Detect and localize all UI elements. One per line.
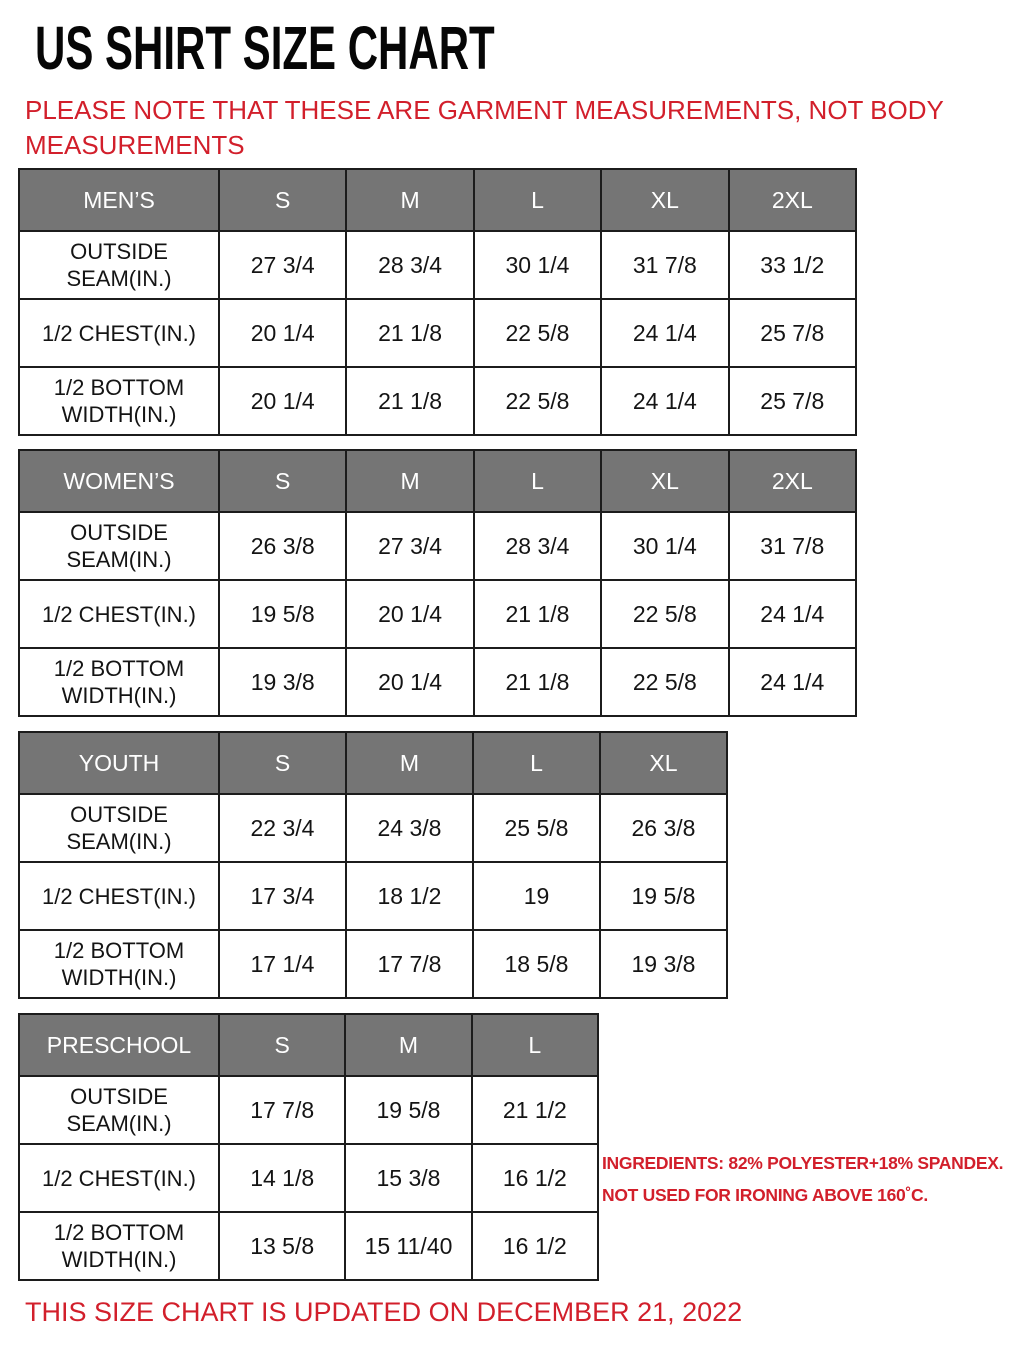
size-value-cell: 27 3/4	[346, 512, 473, 580]
size-value-cell: 24 3/8	[346, 794, 473, 862]
size-value-cell: 20 1/4	[219, 367, 346, 435]
row-label: OUTSIDE SEAM(IN.)	[19, 1076, 219, 1144]
size-value-cell: 20 1/4	[346, 580, 473, 648]
size-value-cell: 22 5/8	[601, 648, 728, 716]
row-label: 1/2 CHEST(IN.)	[19, 580, 219, 648]
table-title-cell: WOMEN’S	[19, 450, 219, 512]
size-value-cell: 18 5/8	[473, 930, 600, 998]
column-header-cell: S	[219, 732, 346, 794]
ingredients-note	[602, 1147, 1024, 1211]
size-value-cell: 20 1/4	[346, 648, 473, 716]
size-value-cell: 24 1/4	[729, 580, 856, 648]
size-value-cell: 13 5/8	[219, 1212, 345, 1280]
column-header-cell: L	[473, 732, 600, 794]
table-row	[19, 1212, 598, 1280]
size-value-cell: 22 3/4	[219, 794, 346, 862]
size-value-cell: 15 11/40	[345, 1212, 471, 1280]
size-value-cell: 28 3/4	[474, 512, 601, 580]
size-value-cell: 21 1/8	[474, 648, 601, 716]
garment-measurement-note: PLEASE NOTE THAT THESE ARE GARMENT MEASUREMENTS, NOT BODY MEASUREMENTS	[25, 95, 944, 160]
update-date-note: THIS SIZE CHART IS UPDATED ON DECEMBER 21, 2022	[25, 1297, 743, 1327]
table-row	[19, 299, 856, 367]
table-row	[19, 512, 856, 580]
size-value-cell: 26 3/8	[219, 512, 346, 580]
size-value-cell: 28 3/4	[346, 231, 473, 299]
column-header-cell: M	[345, 1014, 471, 1076]
page-title: US SHIRT SIZE CHART	[35, 13, 495, 83]
preschool-table-container	[18, 1013, 599, 1281]
column-header-cell: XL	[601, 450, 728, 512]
row-label: OUTSIDE SEAM(IN.)	[19, 231, 219, 299]
column-header-cell: L	[474, 450, 601, 512]
table-row	[19, 930, 727, 998]
size-value-cell: 19 3/8	[600, 930, 727, 998]
size-value-cell: 22 5/8	[601, 580, 728, 648]
womens-size-table	[18, 449, 857, 717]
header-row	[19, 169, 856, 231]
row-label: 1/2 BOTTOM WIDTH(IN.)	[19, 1212, 219, 1280]
table-title-cell: MEN’S	[19, 169, 219, 231]
row-label: 1/2 BOTTOM WIDTH(IN.)	[19, 367, 219, 435]
header-row	[19, 1014, 598, 1076]
size-value-cell: 27 3/4	[219, 231, 346, 299]
row-label: OUTSIDE SEAM(IN.)	[19, 512, 219, 580]
size-value-cell: 19 5/8	[600, 862, 727, 930]
size-value-cell: 21 1/2	[472, 1076, 598, 1144]
size-value-cell: 20 1/4	[219, 299, 346, 367]
size-value-cell: 18 1/2	[346, 862, 473, 930]
column-header-cell: L	[474, 169, 601, 231]
table-row	[19, 231, 856, 299]
size-value-cell: 24 1/4	[601, 299, 728, 367]
column-header-cell: S	[219, 450, 346, 512]
youth-size-table	[18, 731, 728, 999]
size-value-cell: 19 5/8	[345, 1076, 471, 1144]
row-label: 1/2 BOTTOM WIDTH(IN.)	[19, 648, 219, 716]
table-row	[19, 648, 856, 716]
size-value-cell: 16 1/2	[472, 1212, 598, 1280]
size-value-cell: 33 1/2	[729, 231, 856, 299]
column-header-cell: S	[219, 169, 346, 231]
size-value-cell: 15 3/8	[345, 1144, 471, 1212]
table-row	[19, 1144, 598, 1212]
size-value-cell: 17 3/4	[219, 862, 346, 930]
header-row	[19, 450, 856, 512]
ingredients-line-2: NOT USED FOR IRONING ABOVE 160˚C.	[602, 1185, 928, 1205]
youth-table-container	[18, 731, 728, 999]
row-label: 1/2 CHEST(IN.)	[19, 299, 219, 367]
size-value-cell: 30 1/4	[474, 231, 601, 299]
size-value-cell: 22 5/8	[474, 367, 601, 435]
table-title-cell: YOUTH	[19, 732, 219, 794]
column-header-cell: M	[346, 450, 473, 512]
size-value-cell: 21 1/8	[474, 580, 601, 648]
column-header-cell: M	[346, 732, 473, 794]
column-header-cell: XL	[600, 732, 727, 794]
size-value-cell: 26 3/8	[600, 794, 727, 862]
preschool-size-table	[18, 1013, 599, 1281]
size-value-cell: 22 5/8	[474, 299, 601, 367]
table-title-cell: PRESCHOOL	[19, 1014, 219, 1076]
column-header-cell: XL	[601, 169, 728, 231]
size-value-cell: 19 3/8	[219, 648, 346, 716]
column-header-cell: 2XL	[729, 169, 856, 231]
size-value-cell: 25 7/8	[729, 299, 856, 367]
table-row	[19, 1076, 598, 1144]
size-value-cell: 16 1/2	[472, 1144, 598, 1212]
row-label: 1/2 CHEST(IN.)	[19, 1144, 219, 1212]
size-value-cell: 21 1/8	[346, 367, 473, 435]
table-row	[19, 580, 856, 648]
column-header-cell: L	[472, 1014, 598, 1076]
size-value-cell: 14 1/8	[219, 1144, 345, 1212]
size-value-cell: 25 5/8	[473, 794, 600, 862]
size-value-cell: 19	[473, 862, 600, 930]
table-row	[19, 367, 856, 435]
size-value-cell: 17 7/8	[346, 930, 473, 998]
row-label: 1/2 CHEST(IN.)	[19, 862, 219, 930]
table-row	[19, 862, 727, 930]
size-value-cell: 19 5/8	[219, 580, 346, 648]
mens-table-container	[18, 168, 857, 436]
row-label: 1/2 BOTTOM WIDTH(IN.)	[19, 930, 219, 998]
size-value-cell: 31 7/8	[601, 231, 728, 299]
size-value-cell: 31 7/8	[729, 512, 856, 580]
column-header-cell: 2XL	[729, 450, 856, 512]
size-value-cell: 24 1/4	[601, 367, 728, 435]
mens-size-table	[18, 168, 857, 436]
column-header-cell: S	[219, 1014, 345, 1076]
womens-table-container	[18, 449, 857, 717]
size-value-cell: 21 1/8	[346, 299, 473, 367]
ingredients-line-1: INGREDIENTS: 82% POLYESTER+18% SPANDEX.	[602, 1153, 1004, 1173]
size-value-cell: 17 1/4	[219, 930, 346, 998]
size-value-cell: 17 7/8	[219, 1076, 345, 1144]
size-value-cell: 24 1/4	[729, 648, 856, 716]
header-row	[19, 732, 727, 794]
row-label: OUTSIDE SEAM(IN.)	[19, 794, 219, 862]
table-row	[19, 794, 727, 862]
size-value-cell: 25 7/8	[729, 367, 856, 435]
size-value-cell: 30 1/4	[601, 512, 728, 580]
column-header-cell: M	[346, 169, 473, 231]
